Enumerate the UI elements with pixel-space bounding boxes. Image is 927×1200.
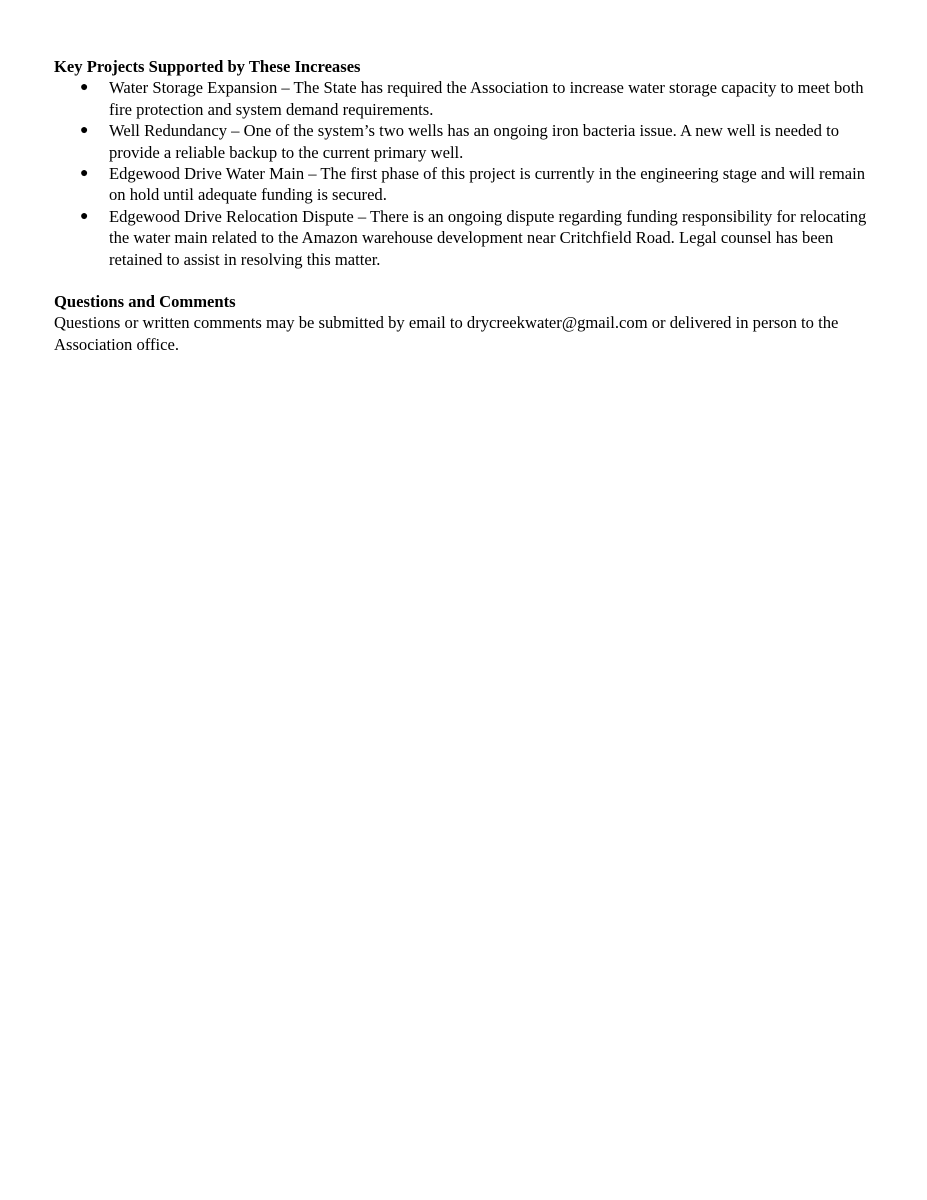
list-item-text: Water Storage Expansion – The State has required the Association to increase water storage capacity to meet both fire protection and system demand requirements.	[109, 78, 864, 119]
list-item	[54, 120, 884, 163]
bullet-icon: ●	[80, 208, 89, 224]
bullet-icon: ●	[80, 166, 89, 182]
list-item	[54, 206, 884, 270]
key-projects-list	[54, 77, 884, 270]
key-projects-heading: Key Projects Supported by These Increases	[54, 57, 361, 76]
list-item-text: Edgewood Drive Water Main – The first phase of this project is currently in the engineering stage and will remain on hold until adequate funding is secured.	[109, 164, 866, 205]
list-item-text: Well Redundancy – One of the system’s two wells has an ongoing iron bacteria issue. A new well is needed to provide a reliable backup to the current primary well.	[109, 121, 840, 162]
section-spacer	[54, 270, 884, 291]
list-item	[54, 163, 884, 206]
bullet-icon: ●	[80, 123, 89, 139]
bullet-icon: ●	[80, 80, 89, 96]
questions-body: Questions or written comments may be submitted by email to drycreekwater@gmail.com or delivered in person to the Association office.	[54, 313, 839, 354]
document-page	[54, 56, 884, 355]
list-item-text: Edgewood Drive Relocation Dispute – There is an ongoing dispute regarding funding responsibility for relocating the water main related to the Amazon warehouse development near Critchfield Road. Legal counsel has been retained to assist in resolving this matter.	[109, 206, 867, 269]
questions-heading: Questions and Comments	[54, 292, 236, 312]
list-item	[54, 77, 884, 120]
